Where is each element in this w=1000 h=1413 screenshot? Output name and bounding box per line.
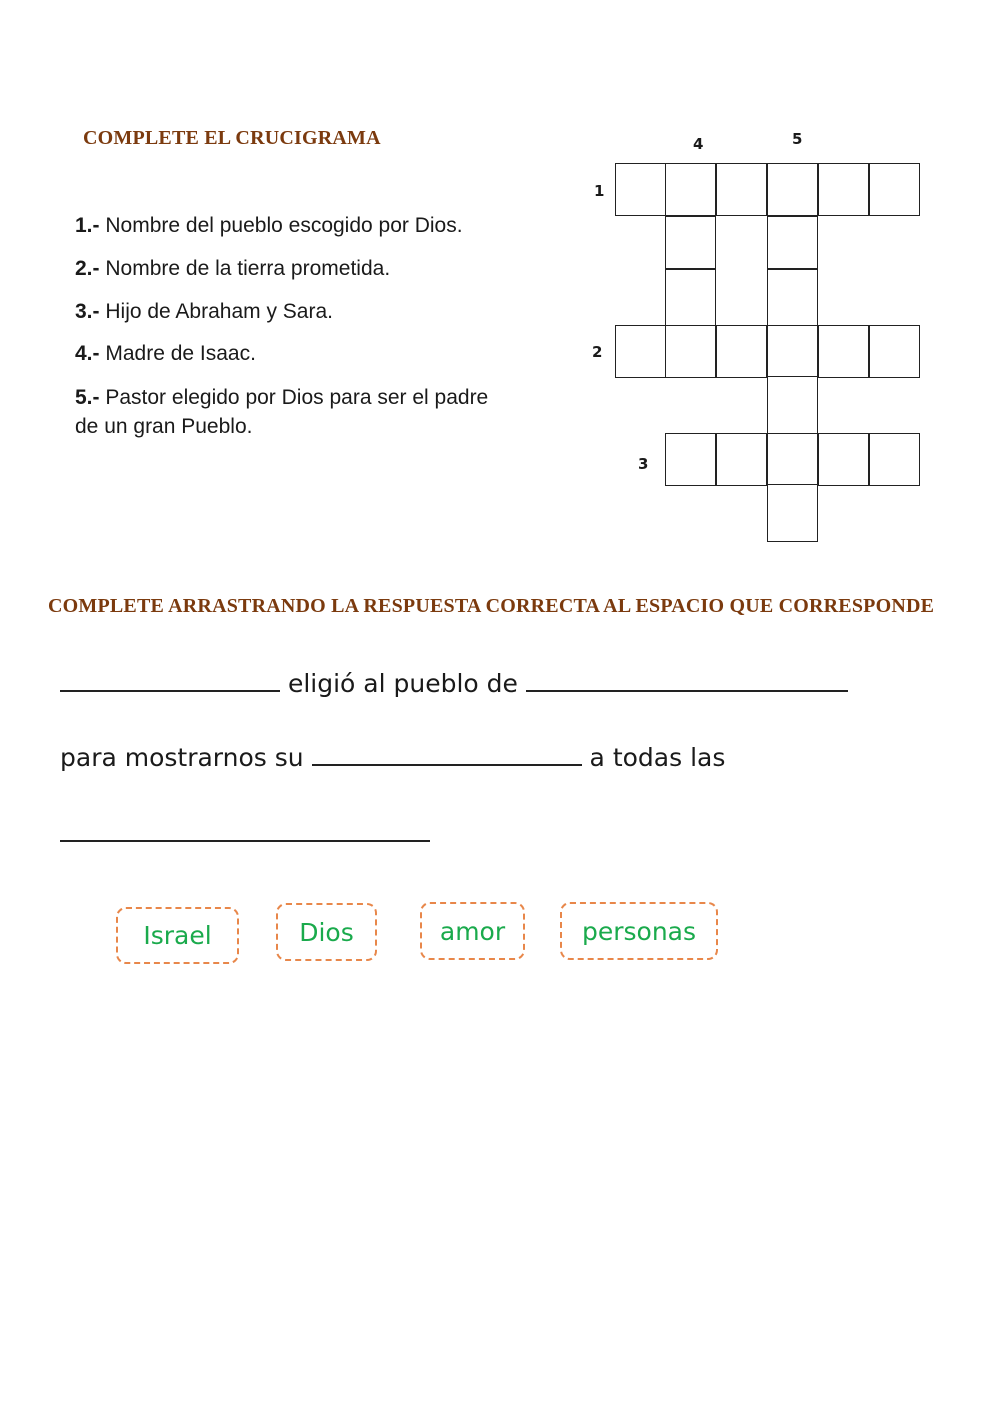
sentence-line-3 [60, 818, 430, 848]
word-chip-israel[interactable]: Israel [116, 907, 239, 964]
clue-3 [75, 297, 525, 326]
sentence-line-1 [60, 668, 848, 698]
grid-number-2: 2 [592, 343, 603, 361]
crossword-cell[interactable] [615, 163, 666, 216]
grid-number-5: 5 [792, 130, 803, 148]
drop-blank[interactable] [60, 818, 430, 842]
crossword-cell[interactable] [818, 163, 869, 216]
clue-text: Nombre del pueblo escogido por Dios. [105, 214, 463, 237]
crossword-cell[interactable] [767, 269, 818, 327]
clue-text: Hijo de Abraham y Sara. [105, 300, 333, 323]
sentence-text: a todas las [589, 743, 726, 772]
crossword-cell[interactable] [869, 163, 920, 216]
drop-blank[interactable] [60, 668, 280, 692]
word-chip-personas[interactable]: personas [560, 902, 718, 960]
crossword-cell[interactable] [615, 325, 666, 378]
crossword-cell[interactable] [716, 433, 767, 486]
crossword-cell[interactable] [869, 433, 920, 486]
crossword-cell[interactable] [818, 433, 869, 486]
crossword-cell[interactable] [665, 269, 716, 327]
grid-number-3: 3 [638, 455, 649, 473]
crossword-cell[interactable] [665, 433, 716, 486]
grid-number-1: 1 [594, 182, 605, 200]
clue-number: 2.- [75, 257, 100, 280]
grid-number-4: 4 [693, 135, 704, 153]
crossword-cell[interactable] [767, 484, 818, 542]
crossword-cell[interactable] [716, 325, 767, 378]
clue-number: 5.- [75, 386, 100, 409]
crossword-cell[interactable] [665, 216, 716, 269]
clue-text: Pastor elegido por Dios para ser el padre de un gran Pueblo. [75, 386, 489, 438]
fill-in-title: COMPLETE ARRASTRANDO LA RESPUESTA CORRECTA AL ESPACIO QUE CORRESPONDE [48, 595, 935, 617]
sentence-text: para mostrarnos su [60, 743, 304, 772]
drop-blank[interactable] [312, 742, 582, 766]
crossword-cell[interactable] [716, 163, 767, 216]
clue-5 [75, 383, 495, 441]
crossword-cell[interactable] [818, 325, 869, 378]
drop-blank[interactable] [526, 668, 848, 692]
clue-2 [75, 254, 525, 283]
crossword-cell[interactable] [767, 376, 818, 434]
word-chip-amor[interactable]: amor [420, 902, 525, 960]
crossword-title: COMPLETE EL CRUCIGRAMA [83, 127, 381, 149]
clue-number: 4.- [75, 342, 100, 365]
sentence-line-2 [60, 742, 725, 772]
crossword-cell[interactable] [767, 163, 818, 216]
crossword-cell[interactable] [869, 325, 920, 378]
clue-4 [75, 339, 525, 368]
word-chip-dios[interactable]: Dios [276, 903, 377, 961]
crossword-cell[interactable] [665, 325, 716, 378]
clue-text: Madre de Isaac. [105, 342, 256, 365]
crossword-cell[interactable] [767, 433, 818, 486]
crossword-cell[interactable] [767, 325, 818, 378]
crossword-cell[interactable] [767, 216, 818, 269]
sentence-text: eligió al pueblo de [287, 669, 518, 698]
clue-text: Nombre de la tierra prometida. [105, 257, 391, 280]
clue-number: 1.- [75, 214, 100, 237]
clue-number: 3.- [75, 300, 100, 323]
crossword-cell[interactable] [665, 163, 716, 216]
clue-1 [75, 211, 525, 240]
